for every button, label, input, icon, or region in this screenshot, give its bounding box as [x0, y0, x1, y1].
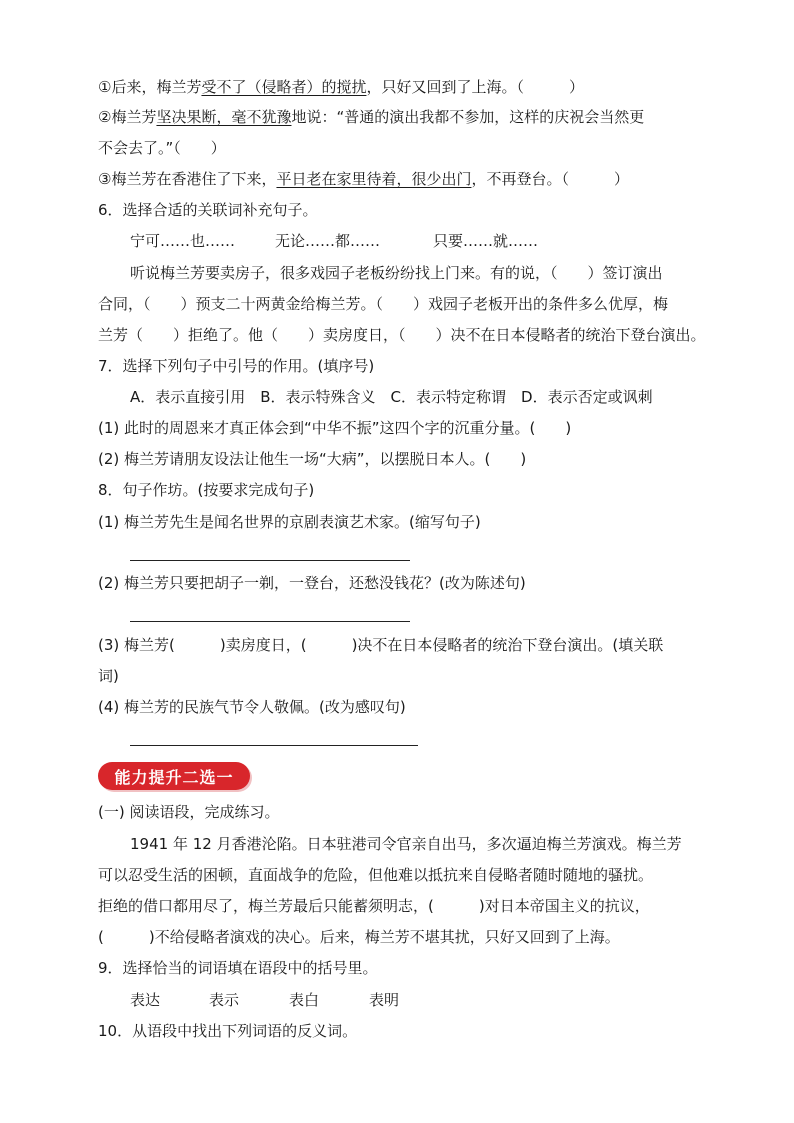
answer-line[interactable] — [130, 745, 418, 746]
q2-text: ②梅兰芳 — [98, 108, 157, 126]
badge-label: 能力提升二选一 — [114, 767, 234, 787]
section-6-paragraph-line: 合同，（ ）预支二十两黄金给梅兰芳。（ ）戏园子老板开出的条件多么优厚，梅 — [98, 295, 669, 313]
ability-improvement-badge — [98, 762, 250, 790]
q3-answer-blank[interactable]: ，不再登台。（ ） — [471, 170, 629, 188]
section-10-title: 10．从语段中找出下列词语的反义词。 — [98, 1022, 358, 1040]
reading-paragraph-line: ( )不给侵略者演戏的决心。后来，梅兰芳不堪其扰，只好又回到了上海。 — [98, 928, 620, 946]
q2-underlined-phrase: 坚决果断，毫不犹豫 — [156, 108, 292, 126]
conjunction-option-3: 只要……就…… — [433, 232, 539, 250]
word-option: 表示 — [209, 991, 240, 1009]
word-option: 表白 — [289, 991, 320, 1009]
q1-underlined-phrase: 受不了（侵略者）的搅扰 — [201, 78, 367, 96]
reading-paragraph-line: 可以忍受生活的困顿，直面战争的危险，但他难以抵抗来自侵略者随时随地的骚扰。 — [98, 866, 654, 884]
section-9-title: 9．选择恰当的词语填在语段中的括号里。 — [98, 959, 378, 977]
question-1 — [98, 77, 584, 97]
q3-underlined-phrase: 平日老在家里待着，很少出门 — [276, 170, 472, 188]
section-8-question-3-cont: 词) — [98, 667, 119, 685]
section-7-question-1[interactable]: (1) 此时的周恩来才真正体会到“中华不振”这四个字的沉重分量。( ) — [98, 419, 572, 437]
q1-text: ①后来，梅兰芳 — [98, 78, 202, 96]
section-8-title: 8．句子作坊。(按要求完成句子) — [98, 481, 315, 499]
section-8-question-2: (2) 梅兰芳只要把胡子一剃，一登台，还愁没钱花？(改为陈述句) — [98, 574, 526, 592]
section-8-question-1: (1) 梅兰芳先生是闻名世界的京剧表演艺术家。(缩写句子) — [98, 513, 481, 531]
question-2 — [98, 107, 644, 127]
conjunction-option-2: 无论……都…… — [275, 232, 381, 250]
answer-line[interactable] — [130, 621, 410, 622]
q1-answer-blank[interactable]: ，只好又回到了上海。（ ） — [366, 78, 584, 96]
word-option: 表明 — [369, 991, 400, 1009]
conjunction-option-1: 宁可……也…… — [130, 232, 236, 250]
answer-line[interactable] — [130, 560, 410, 561]
section-7-question-2[interactable]: (2) 梅兰芳请朋友设法让他生一场“大病”，以摆脱日本人。( ) — [98, 450, 527, 468]
section-7-options: A．表示直接引用 B．表示特殊含义 C．表示特定称谓 D．表示否定或讽刺 — [130, 388, 653, 406]
reading-title: (一) 阅读语段，完成练习。 — [98, 803, 280, 821]
reading-paragraph-line: 拒绝的借口都用尽了，梅兰芳最后只能蓄须明志，( )对日本帝国主义的抗议， — [98, 897, 650, 915]
q2-answer-blank[interactable]: 不会去了。”（ ） — [98, 139, 226, 157]
reading-paragraph-line: 1941 年 12 月香港沦陷。日本驻港司令官亲自出马，多次逼迫梅兰芳演戏。梅兰芳 — [130, 835, 682, 853]
section-8-question-4: (4) 梅兰芳的民族气节令人敬佩。(改为感叹句) — [98, 698, 406, 716]
section-6-paragraph-line: 兰芳（ ）拒绝了。他（ ）卖房度日，（ ）决不在日本侵略者的统治下登台演出。 — [98, 326, 706, 344]
section-6-title: 6．选择合适的关联词补充句子。 — [98, 201, 318, 219]
section-6-paragraph-line: 听说梅兰芳要卖房子，很多戏园子老板纷纷找上门来。有的说，（ ）签订演出 — [130, 264, 663, 282]
q2-text-cont: 地说：“普通的演出我都不参加，这样的庆祝会当然更 — [291, 108, 645, 126]
word-option: 表达 — [130, 991, 161, 1009]
question-3 — [98, 169, 629, 189]
q3-text: ③梅兰芳在香港住了下来， — [98, 170, 277, 188]
section-8-question-3[interactable]: (3) 梅兰芳( )卖房度日，( )决不在日本侵略者的统治下登台演出。(填关联 — [98, 636, 664, 654]
section-7-title: 7．选择下列句子中引号的作用。(填序号) — [98, 357, 375, 375]
